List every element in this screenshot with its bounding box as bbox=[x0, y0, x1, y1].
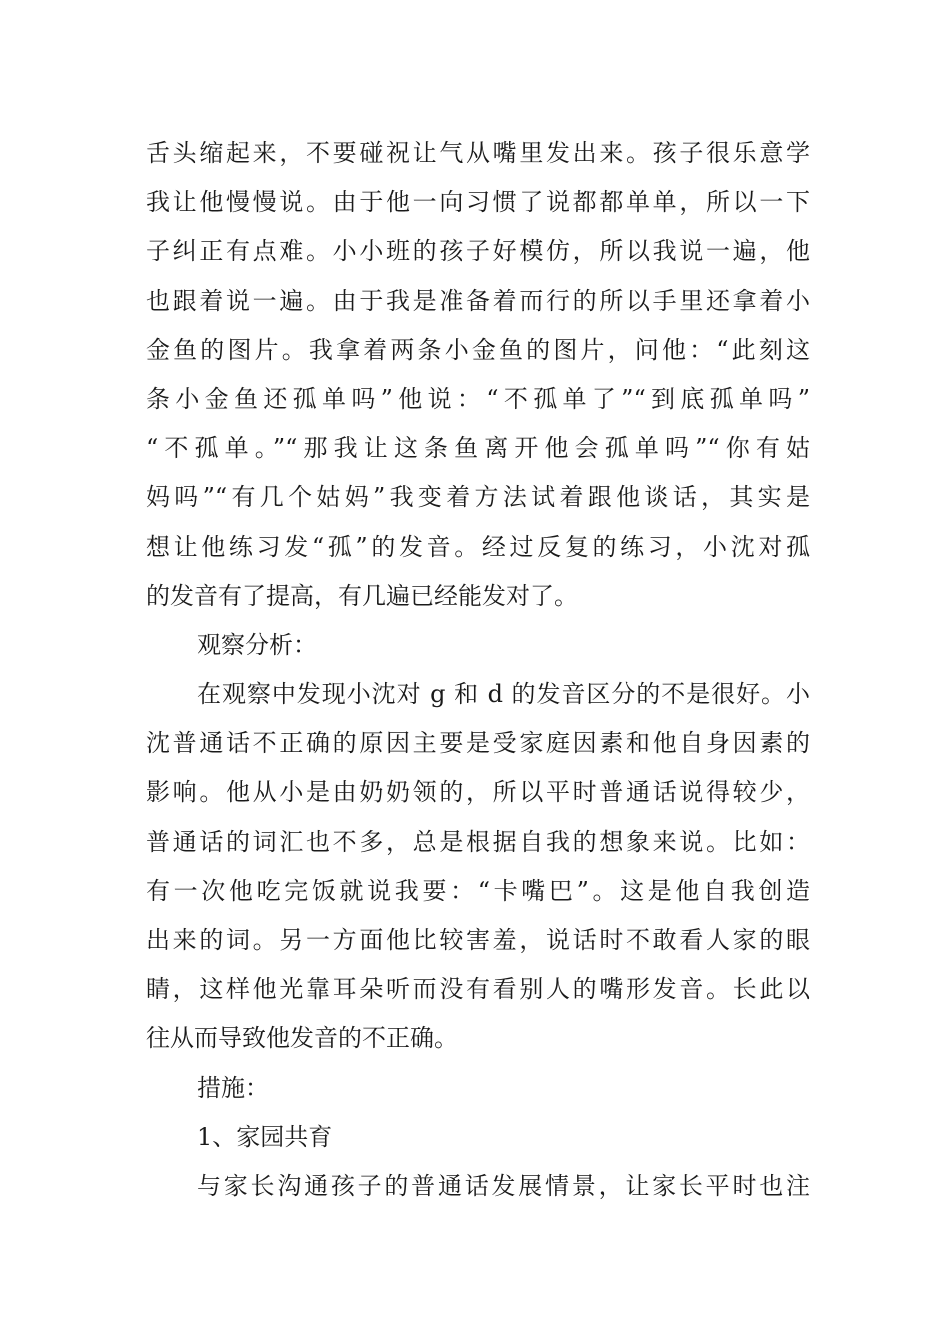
text-line-13: 沈普通话不正确的原因主要是受家庭因素和他自身因素的 bbox=[146, 729, 810, 758]
text-line-3: 子纠正有点难。小小班的孩子好模仿，所以我说一遍，他 bbox=[146, 237, 810, 266]
text-line-18: 睛，这样他光靠耳朵听而没有看别人的嘴形发音。长此以 bbox=[146, 975, 810, 1004]
text-line-6: 条小金鱼还孤单吗”他说：“不孤单了”“到底孤单吗” bbox=[146, 384, 810, 413]
text-line-7: “不孤单。”“那我让这条鱼离开他会孤单吗”“你有姑 bbox=[146, 434, 810, 463]
text-line-19: 往从而导致他发音的不正确。 bbox=[146, 1024, 458, 1053]
text-line-5: 金鱼的图片。我拿着两条小金鱼的图片，问他：“此刻这 bbox=[146, 335, 810, 364]
text-line-17: 出来的词。另一方面他比较害羞，说话时不敢看人家的眼 bbox=[146, 926, 810, 954]
text-line-15: 普通话的词汇也不多，总是根据自我的想象来说。比如： bbox=[146, 827, 810, 856]
text-line-22: 与家长沟通孩子的普通话发展情景，让家长平时也注 bbox=[197, 1171, 810, 1200]
text-line-9: 想让他练习发“孤”的发音。经过反复的练习，小沈对孤 bbox=[146, 532, 810, 561]
text-line-16: 有一次他吃完饭就说我要：“卡嘴巴”。这是他自我创造 bbox=[146, 876, 810, 905]
list-item-heading-1: 1、家园共育 bbox=[197, 1122, 333, 1151]
text-line-14: 影响。他从小是由奶奶领的，所以平时普通话说得较少， bbox=[146, 778, 810, 807]
text-line-4: 也跟着说一遍。由于我是准备着而行的所以手里还拿着小 bbox=[146, 286, 810, 315]
document-body bbox=[146, 129, 810, 1211]
text-line-1: 舌头缩起来，不要碰祝让气从嘴里发出来。孩子很乐意学 bbox=[146, 139, 810, 167]
text-line-8: 妈吗”“有几个姑妈”我变着方法试着跟他谈话，其实是 bbox=[146, 483, 810, 512]
text-line-2: 我让他慢慢说。由于他一向习惯了说都都单单，所以一下 bbox=[146, 188, 810, 217]
text-line-10: 的发音有了提高，有几遍已经能发对了。 bbox=[146, 581, 578, 610]
section-heading-analysis: 观察分析： bbox=[197, 630, 317, 659]
text-line-12: 在观察中发现小沈对 g 和 d 的发音区分的不是很好。小 bbox=[197, 680, 810, 709]
section-heading-measures: 措施： bbox=[197, 1073, 269, 1102]
